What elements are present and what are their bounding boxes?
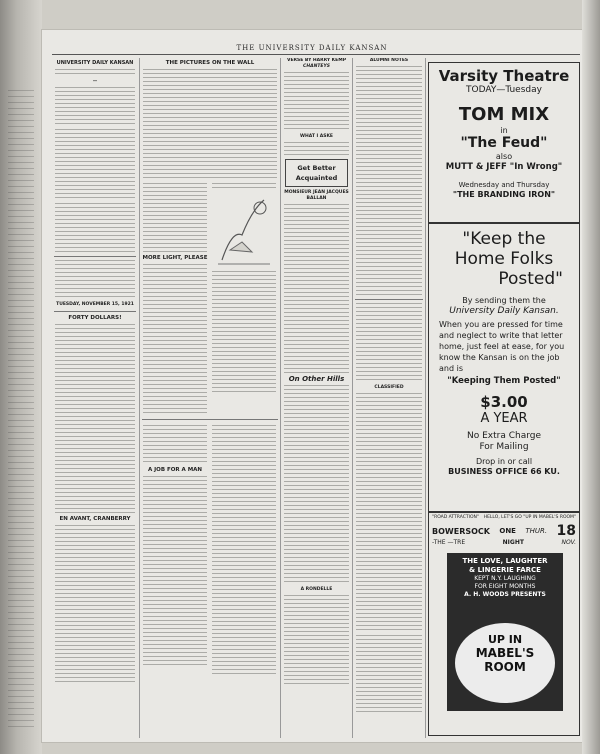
business-office: BUSINESS OFFICE 66 KU. <box>448 467 560 476</box>
show-title-circle: UP IN MABEL'S ROOM <box>455 623 555 703</box>
column-rule <box>280 58 281 738</box>
cartoon-illustration <box>212 190 276 268</box>
kansan-subscription-ad: "Keep the Home Folks Posted" By sending them the University Daily Kansan. When you are pressed for time and neglect to write that letter home, just feel at ease, for you know the Kansan is on the job and is "Keeping Them Posted" $3.00 A YEAR No Extra Charge For Mailing Drop in or call BUSINESS OFFICE 66 KU. <box>428 222 580 512</box>
star-name: TOM MIX <box>458 104 550 125</box>
column-feature <box>142 58 278 738</box>
heading-verse: VERSE BY HARRY KEMP <box>286 58 346 63</box>
show-date: 18 <box>556 523 576 539</box>
heading-other-hills: On Other Hills <box>288 375 345 383</box>
bowersock-ad: "ROAD ATTRACTION" HELLO, LET'S GO "UP IN MABEL'S ROOM" BOWERSOCK ONE THUR. 18 -THE —TRE NIGHT NOV. THE LOVE, LAUGHTER & LINGERIE FARCE KEPT N.Y. LAUGHING FOR EIGHT MONTHS A. H. WOODS PRESENTS UP IN MABEL'S ROOM <box>428 512 580 736</box>
comedy-title: MUTT & JEFF "In Wrong" <box>445 162 563 172</box>
heading-alumni-notes: ALUMNI NOTES <box>369 58 409 63</box>
section-heading: — <box>92 79 98 84</box>
column-alumni <box>355 58 423 738</box>
page-edge <box>582 0 600 754</box>
editorial-heading-cranberry: EN AVANT, CRANBERRY <box>59 516 131 522</box>
heading-chanteys: CHANTEYS <box>303 64 330 69</box>
paper-title: UNIVERSITY DAILY KANSAN <box>56 60 134 66</box>
heading-classified: CLASSIFIED <box>374 385 404 390</box>
heading-rondelle: A RONDELLE <box>300 587 333 592</box>
varsity-theatre-ad: Varsity Theatre TODAY—Tuesday TOM MIX in "The Feud" also MUTT & JEFF "In Wrong" Wednesday and Thursday "THE BRANDING IRON" <box>428 62 580 224</box>
heading-more-light: MORE LIGHT, PLEASE <box>142 255 208 261</box>
next-day: Wednesday and Thursday <box>458 181 550 189</box>
binding-gutter <box>0 0 42 754</box>
theatre-name: Varsity Theatre <box>438 67 570 85</box>
column-rule <box>139 58 140 738</box>
column-rule <box>352 58 353 738</box>
editorial-heading-forty-dollars: FORTY DOLLARS! <box>68 315 122 321</box>
masthead: THE UNIVERSITY DAILY KANSAN <box>236 44 388 52</box>
next-feature: "THE BRANDING IRON" <box>452 190 556 199</box>
headline-line-1: "Keep the <box>462 229 546 249</box>
get-acquainted-box: Get Better Acquainted <box>285 159 348 187</box>
showing-day: TODAY—Tuesday <box>466 85 542 95</box>
column-editorial <box>54 58 136 738</box>
headline-line-3: Posted" <box>498 269 563 289</box>
show-poster: THE LOVE, LAUGHTER & LINGERIE FARCE KEPT N.Y. LAUGHING FOR EIGHT MONTHS A. H. WOODS PRESENTS UP IN MABEL'S ROOM <box>447 553 563 711</box>
column-verse <box>283 58 350 738</box>
date-line: TUESDAY, NOVEMBER 15, 1921 <box>56 302 134 307</box>
column-rule <box>425 58 426 738</box>
heading-pictures-on-wall: THE PICTURES ON THE WALL <box>165 60 255 66</box>
heading-monsieur: MONSIEUR JEAN JACQUES BALLAN <box>284 190 349 201</box>
price: $3.00 <box>480 393 528 411</box>
feature-title: "The Feud" <box>460 135 548 151</box>
heading-job-for-man: A JOB FOR A MAN <box>147 467 203 473</box>
heading-what-i-asked: WHAT I ASKE <box>299 134 334 139</box>
theatre-name: BOWERSOCK <box>432 526 490 536</box>
masthead-rule <box>52 54 580 55</box>
headline-line-2: Home Folks <box>454 249 554 269</box>
